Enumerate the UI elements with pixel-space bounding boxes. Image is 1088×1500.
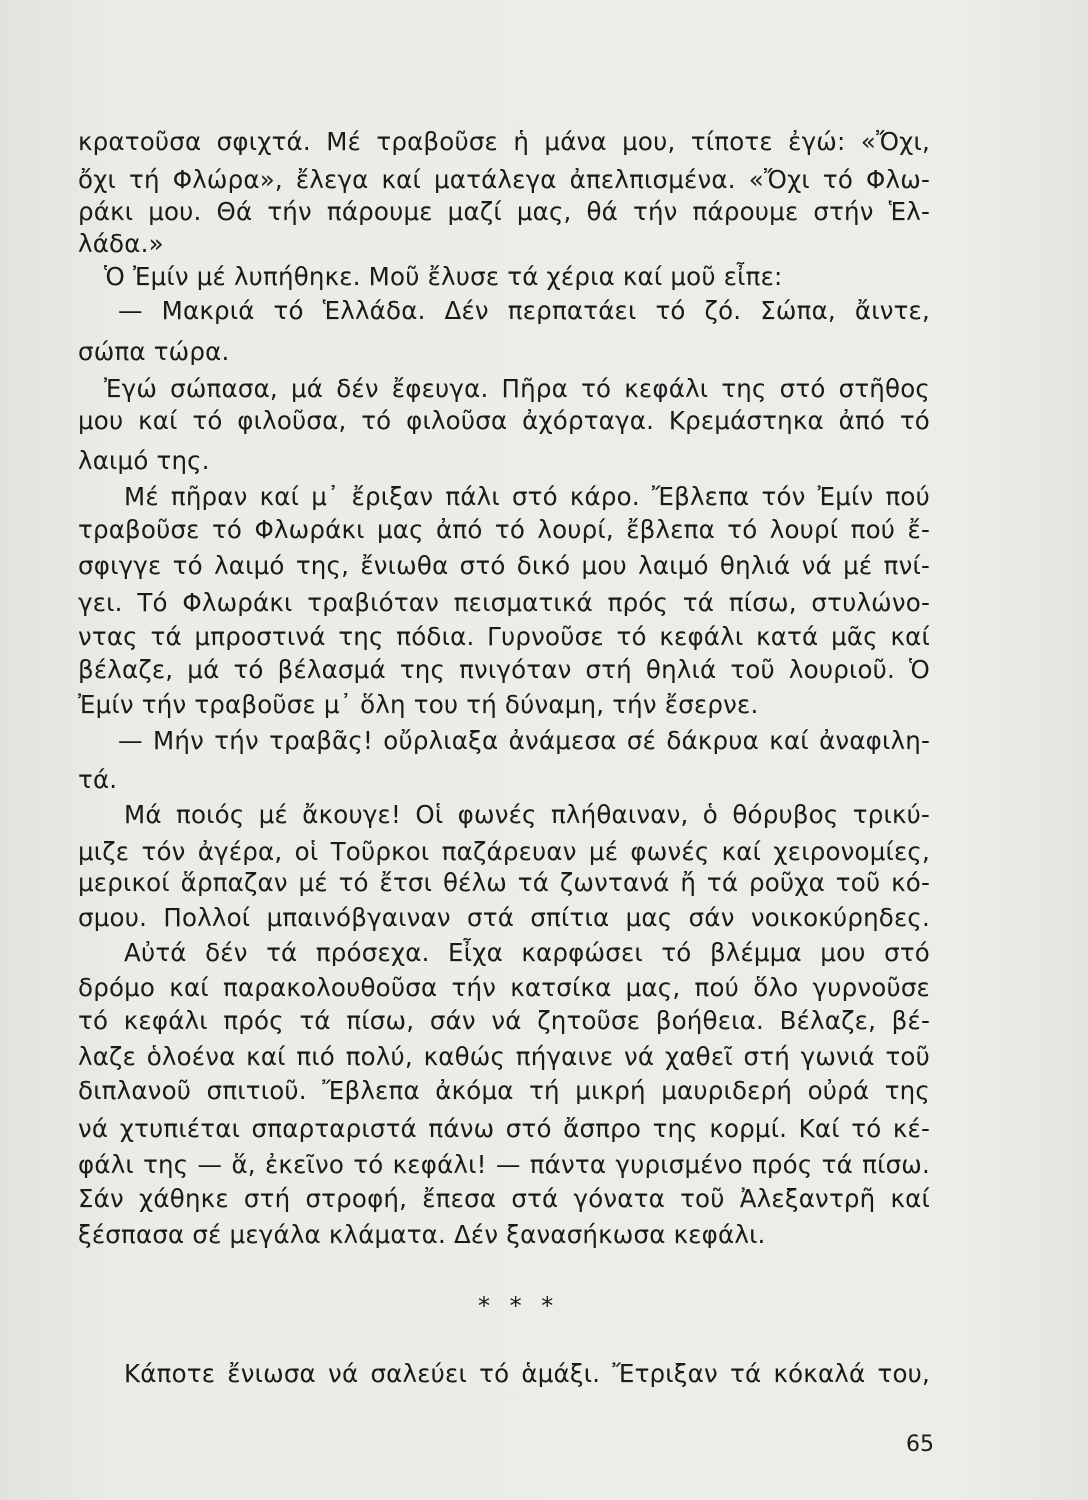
page-number: 65 bbox=[906, 1432, 934, 1457]
text-line: κρατοῦσα σφιχτά. Μέ τραβοῦσε ἡ μάνα μου, τίποτε ἐγώ: «Ὄχι, bbox=[78, 127, 930, 156]
text-line: — Μακριά τό Ἑλλάδα. Δέν περπατάει τό ζό. Σώπα, ἄιντε, bbox=[118, 296, 930, 325]
text-line: Ἐμίν τήν τραβοῦσε μ᾿ ὅλη του τή δύναμη, τήν ἔσερνε. bbox=[78, 690, 759, 719]
text-line: λαιμό της. bbox=[78, 446, 210, 475]
text-line: Μέ πῆραν καί μ᾿ ἔριξαν πάλι στό κάρο. Ἔβλεπα τόν Ἐμίν πού bbox=[124, 482, 930, 511]
text-line: λάδα.» bbox=[78, 229, 164, 258]
text-line: τά. bbox=[78, 765, 118, 794]
text-line: ξέσπασα σέ μεγάλα κλάματα. Δέν ξανασήκωσα κεφάλι. bbox=[78, 1220, 766, 1249]
text-line: μου καί τό φιλοῦσα, τό φιλοῦσα ἀχόρταγα. Κρεμάστηκα ἀπό τό bbox=[78, 406, 930, 435]
text-line: Κάποτε ἔνιωσα νά σαλεύει τό ἁμάξι. Ἔτριξαν τά κόκαλά του, bbox=[124, 1359, 930, 1388]
text-line: Σάν χάθηκε στή στροφή, ἔπεσα στά γόνατα τοῦ Ἀλεξαντρῆ καί bbox=[78, 1184, 930, 1213]
text-line: φάλι της — ἅ, ἐκεῖνο τό κεφάλι! — πάντα γυρισμένο πρός τά πίσω. bbox=[78, 1150, 930, 1179]
text-line: Ὁ Ἐμίν μέ λυπήθηκε. Μοῦ ἔλυσε τά χέρια καί μοῦ εἶπε: bbox=[104, 262, 783, 291]
text-line: — Μήν τήν τραβᾶς! οὔρλιαξα ἀνάμεσα σέ δάκρυα καί ἀναφιλη- bbox=[118, 726, 930, 755]
text-line: ντας τά μπροστινά της πόδια. Γυρνοῦσε τό κεφάλι κατά μᾶς καί bbox=[78, 622, 930, 651]
text-line: διπλανοῦ σπιτιοῦ. Ἔβλεπα ἀκόμα τή μικρή μαυριδερή οὐρά της bbox=[78, 1076, 930, 1105]
text-line: γει. Τό Φλωράκι τραβιόταν πεισματικά πρός τά πίσω, στυλώνο- bbox=[78, 588, 930, 617]
text-line: ράκι μου. Θά τήν πάρουμε μαζί μας, θά τήν πάρουμε στήν Ἑλ- bbox=[78, 197, 930, 226]
text-line: Ἐγώ σώπασα, μά δέν ἔφευγα. Πῆρα τό κεφάλι της στό στῆθος bbox=[104, 374, 930, 403]
text-line: βέλαζε, μά τό βέλασμά της πνιγόταν στή θηλιά τοῦ λουριοῦ. Ὁ bbox=[78, 655, 930, 684]
section-separator: * * * bbox=[478, 1292, 560, 1320]
text-line: ὄχι τή Φλώρα», ἔλεγα καί ματάλεγα ἀπελπισμένα. «Ὄχι τό Φλω- bbox=[78, 165, 930, 194]
text-line: δρόμο καί παρακολουθοῦσα τήν κατσίκα μας, πού ὅλο γυρνοῦσε bbox=[78, 973, 930, 1002]
text-line: τό κεφάλι πρός τά πίσω, σάν νά ζητοῦσε βοήθεια. Βέλαζε, βέ- bbox=[78, 1006, 930, 1035]
text-line: σφιγγε τό λαιμό της, ἔνιωθα στό δικό μου λαιμό θηλιά νά μέ πνί- bbox=[78, 551, 930, 580]
text-line: μερικοί ἅρπαζαν μέ τό ἔτσι θέλω τά ζωντανά ἤ τά ροῦχα τοῦ κό- bbox=[78, 868, 930, 897]
text-line: Μά ποιός μέ ἄκουγε! Οἱ φωνές πλήθαιναν, ὁ θόρυβος τρικύ- bbox=[124, 800, 930, 829]
text-line: νά χτυπιέται σπαρταριστά πάνω στό ἄσπρο της κορμί. Καί τό κέ- bbox=[78, 1114, 930, 1143]
text-line: λαζε ὁλοένα καί πιό πολύ, καθώς πήγαινε νά χαθεῖ στή γωνιά τοῦ bbox=[78, 1042, 930, 1071]
text-line: μιζε τόν ἀγέρα, οἱ Τοῦρκοι παζάρευαν μέ φωνές καί χειρονομίες, bbox=[78, 837, 930, 866]
text-line: σώπα τώρα. bbox=[78, 337, 230, 366]
text-line: τραβοῦσε τό Φλωράκι μας ἀπό τό λουρί, ἔβλεπα τό λουρί πού ἔ- bbox=[78, 515, 930, 544]
text-line: σμου. Πολλοί μπαινόβγαιναν στά σπίτια μας σάν νοικοκύρηδες. bbox=[78, 903, 930, 932]
text-line: Αὐτά δέν τά πρόσεχα. Εἶχα καρφώσει τό βλέμμα μου στό bbox=[124, 938, 930, 967]
